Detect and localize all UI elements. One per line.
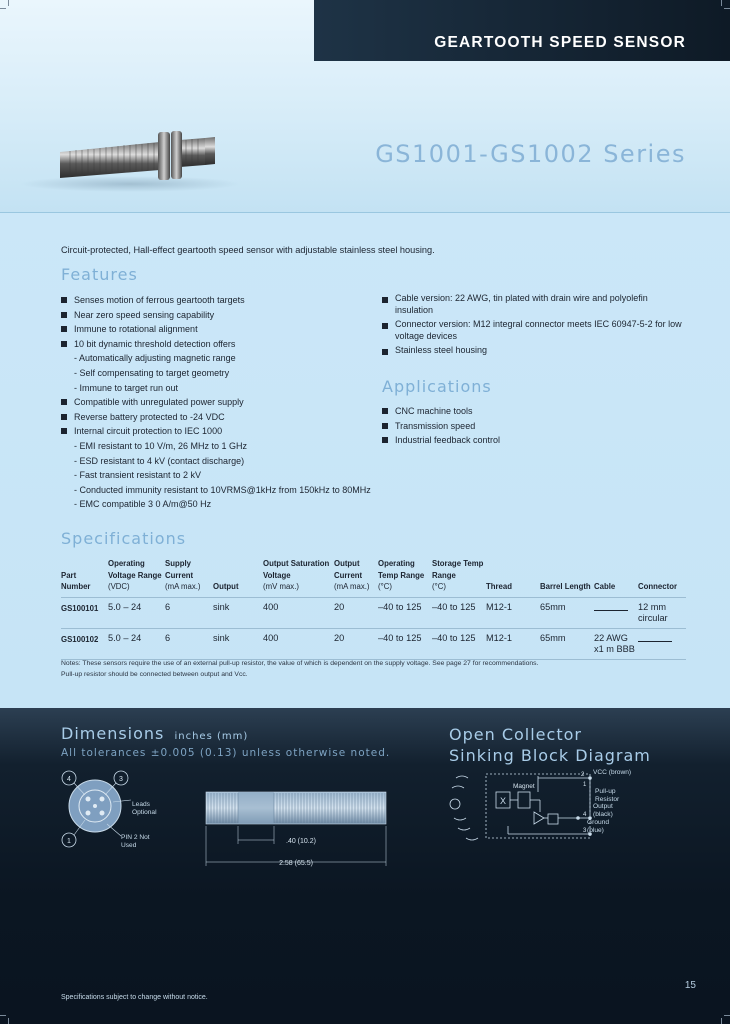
application-item: Transmission speed	[382, 419, 682, 434]
column-header	[334, 558, 378, 597]
feature-item: Cable version: 22 AWG, tin plated with drain wire and polyolefin insulation	[382, 293, 682, 319]
feature-item: Compatible with unregulated power supply	[61, 395, 381, 410]
column-label: Operating Voltage Range	[108, 559, 162, 580]
column-header	[108, 558, 165, 597]
dimensions-heading	[61, 724, 248, 743]
barrel-side-drawing	[200, 786, 400, 876]
table-cell: 400	[263, 597, 334, 628]
features-list-left	[61, 293, 381, 512]
output-label: Output (black)	[593, 803, 613, 818]
column-label: Cable	[594, 582, 616, 591]
sensor-photo	[20, 118, 250, 198]
table-cell: 6	[165, 628, 213, 659]
feature-item: Connector version: M12 integral connector meets IEC 60947-5-2 for low voltage devices	[382, 319, 682, 345]
feature-item: Internal circuit protection to IEC 1000	[61, 424, 381, 439]
ground-label: Ground (blue)	[587, 819, 609, 834]
blank-line	[638, 633, 672, 642]
table-cell: 12 mm circular	[638, 597, 686, 628]
feature-item: Senses motion of ferrous geartooth targets	[61, 293, 381, 308]
table-cell: 6	[165, 597, 213, 628]
column-label: Part Number	[61, 570, 91, 591]
table-cell: 20	[334, 628, 378, 659]
column-header	[165, 558, 213, 597]
block-diagram-title-2: Sinking Block Diagram	[449, 746, 651, 765]
features-heading: Features	[61, 265, 138, 284]
crop-mark	[8, 0, 9, 6]
blank-line	[594, 602, 628, 611]
feature-item: Reverse battery protected to -24 VDC	[61, 410, 381, 425]
crop-mark	[721, 1018, 722, 1024]
pin-label-4: 4	[67, 776, 71, 783]
table-cell: 20	[334, 597, 378, 628]
feature-subitem: - Immune to target run out	[61, 381, 381, 396]
table-cell: 65mm	[540, 628, 594, 659]
column-label: Operating Temp Range	[378, 559, 425, 580]
feature-subitem: - Fast transient resistant to 2 kV	[61, 468, 381, 483]
table-row	[61, 597, 686, 628]
feature-item: Stainless steel housing	[382, 345, 682, 360]
pullup-label: Pull-up Resistor	[595, 788, 620, 803]
crop-mark	[8, 1018, 9, 1024]
table-cell: M12-1	[486, 628, 540, 659]
dim-short-label: .40 (10.2)	[286, 838, 316, 845]
column-label: Connector	[638, 582, 677, 591]
pin2-label: PIN 2 Not Used	[121, 834, 150, 849]
dim-long-label: 2.58 (65.5)	[279, 860, 313, 867]
hall-element-label: X	[499, 796, 507, 806]
applications-list	[382, 404, 682, 448]
feature-subitem: - Automatically adjusting magnetic range	[61, 351, 381, 366]
column-label: Thread	[486, 582, 512, 591]
column-header	[213, 558, 263, 597]
column-header	[432, 558, 486, 597]
feature-subitem: - EMC compatible 3 0 A/m@50 Hz	[61, 497, 381, 512]
table-cell: 5.0 – 24	[108, 597, 165, 628]
vcc-label: VCC (brown)	[593, 769, 632, 776]
feature-item: Near zero speed sensing capability	[61, 308, 381, 323]
banner-title: GEARTOOTH SPEED SENSOR	[434, 34, 686, 51]
pin-label-3: 3	[119, 776, 123, 783]
table-header-row	[61, 558, 686, 597]
crop-mark	[721, 0, 722, 6]
column-unit: (mA max.)	[334, 582, 370, 591]
column-label: Output Current	[334, 559, 363, 580]
column-header	[486, 558, 540, 597]
table-row	[61, 628, 686, 659]
column-unit: (mV max.)	[263, 582, 299, 591]
disclaimer: Specifications subject to change without notice.	[61, 994, 208, 1001]
table-cell: GS100102	[61, 628, 108, 659]
block-diagram-heading	[449, 724, 651, 766]
column-unit: (VDC)	[108, 582, 130, 591]
table-cell: 65mm	[540, 597, 594, 628]
table-cell: M12-1	[486, 597, 540, 628]
column-header	[61, 558, 108, 597]
crop-mark	[0, 1015, 6, 1016]
table-cell: GS100101	[61, 597, 108, 628]
column-unit: (°C)	[432, 582, 446, 591]
specifications-table	[61, 558, 686, 660]
crop-mark	[724, 8, 730, 9]
dimensions-title: Dimensions	[61, 724, 165, 743]
column-label: Supply Current	[165, 559, 194, 580]
note-line: Notes: These sensors require the use of an external pull-up resistor, the value of which is dependent on the supply voltage. See page 27 for recommendations.	[61, 660, 539, 667]
application-item: CNC machine tools	[382, 404, 682, 419]
column-unit: (°C)	[378, 582, 392, 591]
hero-header	[0, 0, 730, 213]
column-label: Output Saturation Voltage	[263, 559, 330, 580]
table-cell	[638, 628, 686, 659]
table-cell: –40 to 125	[432, 597, 486, 628]
table-cell: sink	[213, 597, 263, 628]
title-banner	[314, 0, 730, 61]
column-unit: (mA max.)	[165, 582, 201, 591]
table-cell: –40 to 125	[378, 628, 432, 659]
table-cell: 400	[263, 628, 334, 659]
page-number: 15	[684, 980, 696, 991]
dimensions-unit: inches (mm)	[174, 731, 249, 742]
feature-item: Immune to rotational alignment	[61, 322, 381, 337]
column-header	[263, 558, 334, 597]
column-label: Storage Temp Range	[432, 559, 484, 580]
block-diagram-title-1: Open Collector	[449, 725, 582, 744]
column-header	[638, 558, 686, 597]
main-content	[0, 213, 730, 708]
tolerance-note: All tolerances ±0.005 (0.13) unless otherwise noted.	[61, 747, 391, 759]
column-label: Barrel Length	[540, 582, 591, 591]
pin-num-1: 1	[583, 782, 587, 788]
application-item: Industrial feedback control	[382, 433, 682, 448]
diagram-section	[0, 708, 730, 1024]
table-cell: sink	[213, 628, 263, 659]
pin-num-4: 4	[583, 812, 587, 818]
feature-subitem: - ESD resistant to 4 kV (contact discharge)	[61, 454, 381, 469]
feature-item: 10 bit dynamic threshold detection offers	[61, 337, 381, 352]
table-cell: –40 to 125	[378, 597, 432, 628]
crop-mark	[0, 8, 6, 9]
column-header	[540, 558, 594, 597]
feature-subitem: - EMI resistant to 10 V/m, 26 MHz to 1 GHz	[61, 439, 381, 454]
leads-optional-label: Leads Optional	[132, 801, 157, 816]
table-cell: 5.0 – 24	[108, 628, 165, 659]
column-header	[594, 558, 638, 597]
spec-notes	[61, 659, 538, 680]
crop-mark	[724, 1015, 730, 1016]
magnet-label: Magnet	[513, 783, 535, 790]
specifications-heading: Specifications	[61, 529, 187, 548]
column-header	[378, 558, 432, 597]
table-cell	[594, 597, 638, 628]
features-list-right	[382, 293, 682, 360]
pin-num-3: 3	[583, 828, 587, 834]
note-line: Pull-up resistor should be connected between output and Vcc.	[61, 670, 248, 678]
series-title: GS1001-GS1002 Series	[375, 140, 686, 168]
applications-heading: Applications	[382, 377, 492, 396]
intro-text: Circuit-protected, Hall-effect geartooth speed sensor with adjustable stainless steel housing.	[61, 245, 435, 255]
column-label: Output	[213, 582, 239, 591]
feature-subitem: - Self compensating to target geometry	[61, 366, 381, 381]
table-cell: –40 to 125	[432, 628, 486, 659]
table-cell: 22 AWG x1 m BBB	[594, 628, 638, 659]
pin-num-2: 2	[581, 772, 585, 778]
feature-subitem: - Conducted immunity resistant to 10VRMS@1kHz from 150kHz to 80MHz	[61, 483, 381, 498]
pin-label-1: 1	[67, 838, 71, 845]
